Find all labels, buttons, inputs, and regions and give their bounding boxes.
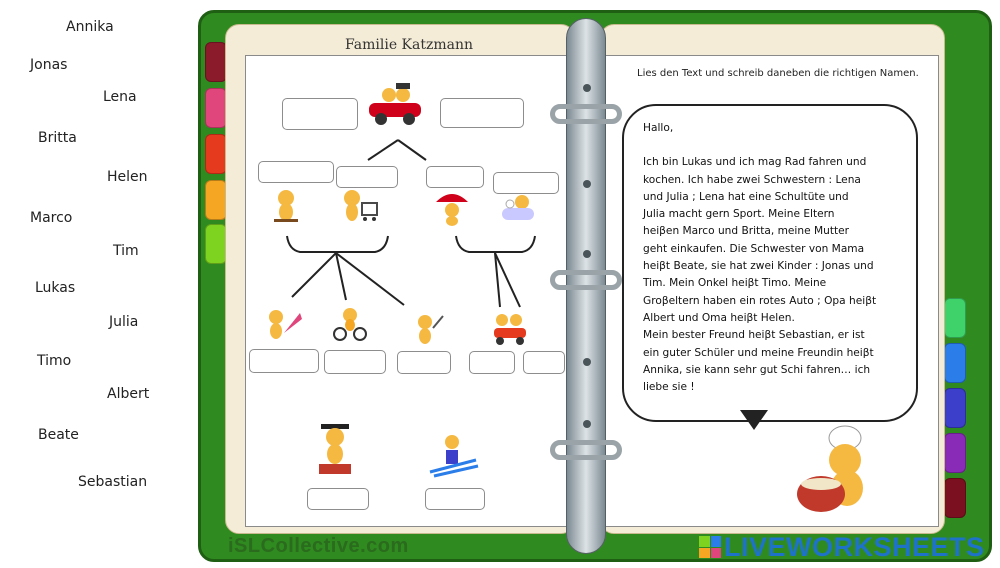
answer-input[interactable] xyxy=(440,98,524,128)
islcollective-watermark: iSLCollective.com xyxy=(228,535,409,557)
letter-line: geht einkaufen. Die Schwester von Mama xyxy=(643,242,865,255)
binder-ring xyxy=(550,104,622,124)
spine-rivet xyxy=(583,420,591,428)
answer-field[interactable] xyxy=(308,489,368,509)
liveworksheets-watermark: LIVEWORKSHEETS xyxy=(724,532,985,562)
answer-input[interactable] xyxy=(336,166,398,188)
answer-field[interactable] xyxy=(426,489,484,509)
binder-tab xyxy=(944,433,966,473)
letter-line: Tim. Mein Onkel heiβt Timo. Meine xyxy=(643,277,827,290)
binder-tab xyxy=(205,224,227,264)
cat-cook-icon xyxy=(785,420,885,520)
cat-sport-icon xyxy=(407,310,447,346)
cat-skateboard-icon xyxy=(266,187,306,223)
name-tag[interactable]: Timo xyxy=(37,353,72,369)
binder-tab xyxy=(205,180,227,220)
answer-field[interactable] xyxy=(494,173,558,193)
letter-line: heiβt Beate, sie hat zwei Kinder : Jonas und xyxy=(643,260,874,273)
letter-line: Mein bester Freund heiβt Sebastian, er ist xyxy=(643,329,865,342)
cat-schultuete-icon xyxy=(262,305,302,341)
binder-ring xyxy=(550,440,622,460)
answer-input[interactable] xyxy=(282,98,358,130)
answer-field[interactable] xyxy=(325,351,385,373)
answer-field[interactable] xyxy=(250,350,318,372)
cat-scooter-icon xyxy=(490,310,530,346)
letter-line: Albert und Oma heiβt Helen. xyxy=(643,311,795,324)
answer-field[interactable] xyxy=(441,99,523,127)
name-tag[interactable]: Sebastian xyxy=(78,474,148,490)
letter-line: kochen. Ich habe zwei Schwestern : Lena xyxy=(643,173,861,186)
answer-field[interactable] xyxy=(524,352,564,373)
answer-input[interactable] xyxy=(426,166,484,188)
binder-tab xyxy=(944,343,966,383)
grandparents-car-icon xyxy=(365,83,425,127)
cat-bicycle-icon xyxy=(330,305,370,341)
answer-input[interactable] xyxy=(258,161,334,183)
answer-field[interactable] xyxy=(427,167,483,187)
speech-bubble-tail xyxy=(740,410,768,430)
spine-rivet xyxy=(583,84,591,92)
letter-line: Groβeltern haben ein rotes Auto ; Opa heiβt xyxy=(643,294,877,307)
answer-input[interactable] xyxy=(425,488,485,510)
letter-line xyxy=(643,137,909,154)
name-tag[interactable]: Lukas xyxy=(35,280,76,296)
cat-graduate-icon xyxy=(313,420,357,476)
name-tag[interactable]: Marco xyxy=(30,210,73,226)
name-tag[interactable]: Albert xyxy=(107,386,150,402)
cat-shopping-cart-icon xyxy=(340,187,380,223)
letter-line: und Julia ; Lena hat eine Schultüte und xyxy=(643,190,849,203)
answer-input[interactable] xyxy=(493,172,559,194)
answer-field[interactable] xyxy=(470,352,514,373)
letter-line: Annika, sie kann sehr gut Schi fahren… ich xyxy=(643,363,871,376)
name-tag[interactable]: Britta xyxy=(38,130,77,146)
name-tag[interactable]: Julia xyxy=(109,314,139,330)
answer-input[interactable] xyxy=(469,351,515,374)
name-tag[interactable]: Lena xyxy=(103,89,137,105)
spine-rivet xyxy=(583,180,591,188)
binder-tab xyxy=(944,478,966,518)
name-tag[interactable]: Annika xyxy=(66,19,114,35)
answer-input[interactable] xyxy=(249,349,319,373)
letter-line: ein guter Schüler und meine Freundin heiβt xyxy=(643,346,874,359)
worksheet-title: Familie Katzmann xyxy=(345,37,474,53)
answer-field[interactable] xyxy=(283,99,357,129)
letter-line: liebe sie ! xyxy=(643,381,695,394)
cat-umbrella-icon xyxy=(432,190,472,226)
answer-input[interactable] xyxy=(307,488,369,510)
binder-ring xyxy=(550,270,622,290)
answer-field[interactable] xyxy=(259,162,333,182)
letter-line: heiβen Marco und Britta, meine Mutter xyxy=(643,225,849,238)
answer-field[interactable] xyxy=(398,352,450,373)
cat-bathtub-icon xyxy=(498,190,538,226)
spine-rivet xyxy=(583,358,591,366)
binder-tab xyxy=(944,298,966,338)
spine-rivet xyxy=(583,250,591,258)
cat-skiing-icon xyxy=(426,432,480,478)
binder-tab xyxy=(944,388,966,428)
letter-line: Julia macht gern Sport. Meine Eltern xyxy=(643,208,835,221)
answer-input[interactable] xyxy=(523,351,565,374)
letter-line: Ich bin Lukas und ich mag Rad fahren und xyxy=(643,156,867,169)
liveworksheets-logo-icon xyxy=(699,536,721,558)
name-bank xyxy=(0,0,190,568)
name-tag[interactable]: Jonas xyxy=(30,57,68,73)
answer-field[interactable] xyxy=(337,167,397,187)
letter-text xyxy=(643,120,909,396)
binder-tab xyxy=(205,88,227,128)
name-tag[interactable]: Helen xyxy=(107,169,148,185)
answer-input[interactable] xyxy=(397,351,451,374)
name-tag[interactable]: Tim xyxy=(113,243,139,259)
answer-input[interactable] xyxy=(324,350,386,374)
binder-tab xyxy=(205,42,227,82)
binder-tab xyxy=(205,134,227,174)
letter-line: Hallo, xyxy=(643,122,674,134)
name-tag[interactable]: Beate xyxy=(38,427,79,443)
instructions-text: Lies den Text und schreib daneben die richtigen Namen. xyxy=(637,68,919,79)
